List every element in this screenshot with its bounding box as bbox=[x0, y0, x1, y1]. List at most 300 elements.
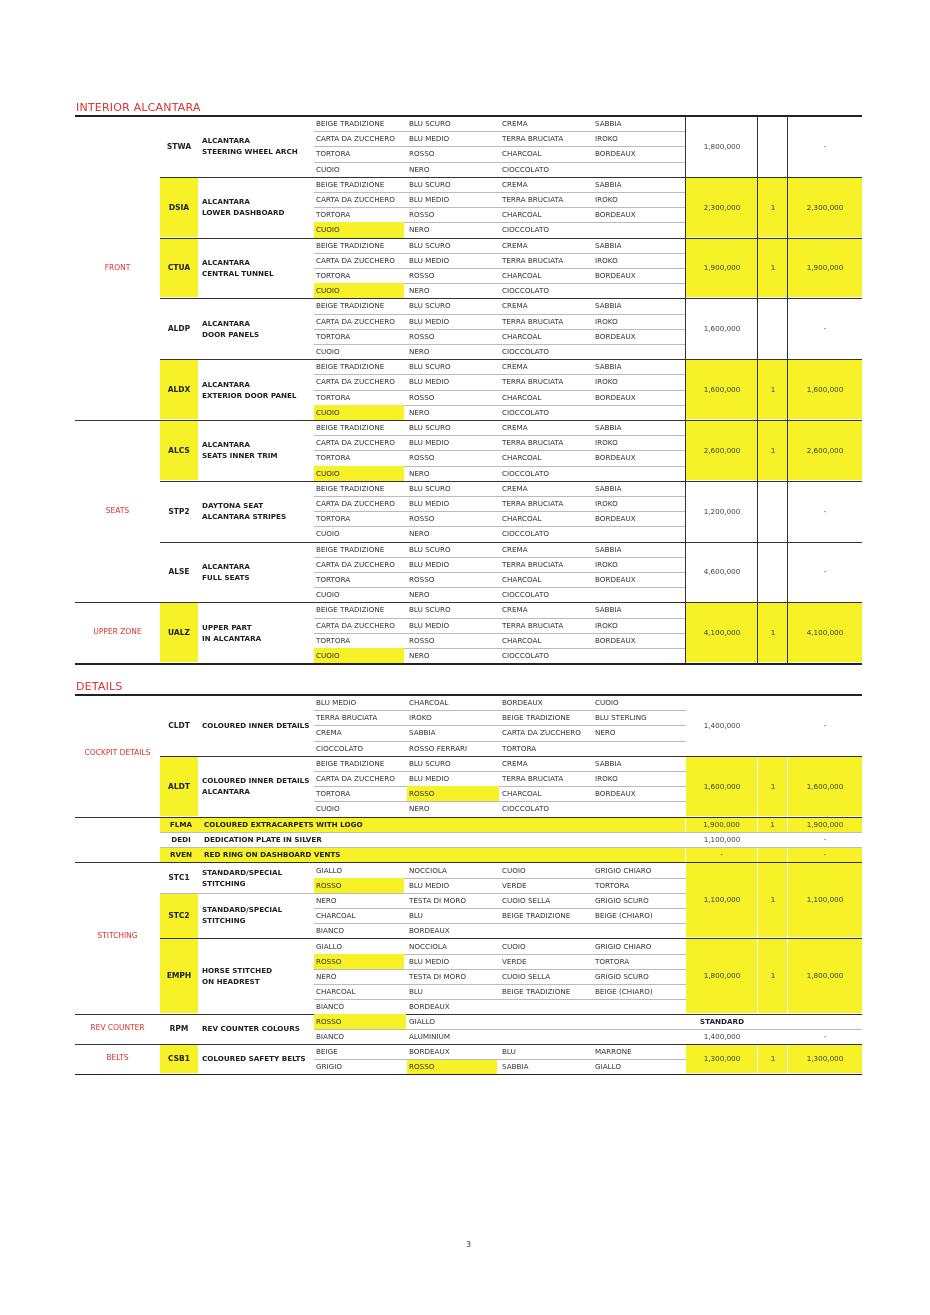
color-option: CHARCOAL bbox=[502, 575, 542, 584]
color-option: BORDEAUX bbox=[595, 392, 636, 402]
color-option: TORTORA bbox=[316, 789, 351, 799]
color-option: TERRA BRUCIATA bbox=[502, 316, 564, 326]
color-option: CUOIO bbox=[314, 283, 404, 298]
color-option: NERO bbox=[409, 407, 430, 417]
color-option: CARTA DA ZUCCHERO bbox=[316, 255, 395, 265]
desc-line: EXTERIOR DOOR PANEL bbox=[202, 390, 297, 400]
color-option: GRIGIO bbox=[316, 1061, 343, 1071]
color-option: BEIGE TRADIZIONE bbox=[502, 987, 571, 997]
option-description: RED RING ON DASHBOARD VENTS bbox=[204, 849, 341, 859]
desc-line: LOWER DASHBOARD bbox=[202, 208, 285, 218]
color-option: NERO bbox=[409, 225, 430, 235]
desc-line: IN ALCANTARA bbox=[202, 633, 262, 643]
color-option: SABBIA bbox=[595, 240, 622, 250]
group-label: REV COUNTER bbox=[90, 1022, 145, 1032]
color-option: BORDEAUX bbox=[595, 635, 636, 645]
color-option: CIOCCOLATO bbox=[502, 590, 550, 600]
color-option: CARTA DA ZUCCHERO bbox=[316, 195, 395, 204]
option-description bbox=[202, 1014, 312, 1044]
color-option: BEIGE bbox=[316, 1046, 338, 1056]
option-code: FLMA bbox=[169, 819, 193, 829]
color-option: ROSSO bbox=[314, 878, 404, 893]
color-option: TORTORA bbox=[316, 575, 351, 584]
rule bbox=[314, 1059, 686, 1060]
color-option: CREMA bbox=[316, 728, 342, 738]
color-option: NERO bbox=[409, 468, 430, 478]
color-option: CIOCCOLATO bbox=[502, 529, 550, 539]
color-option: GIALLO bbox=[595, 1061, 622, 1071]
color-option: BORDEAUX bbox=[409, 1046, 450, 1056]
color-option: CUOIO SELLA bbox=[502, 972, 551, 981]
color-option: TERRA BRUCIATA bbox=[502, 559, 564, 569]
color-option: TERRA BRUCIATA bbox=[502, 255, 564, 265]
price: 1,900,000 bbox=[806, 820, 844, 830]
price: 1,300,000 bbox=[703, 1054, 741, 1064]
total: 1,300,000 bbox=[806, 1054, 844, 1064]
color-option: IROKO bbox=[595, 620, 618, 630]
section-title: INTERIOR ALCANTARA bbox=[76, 101, 201, 114]
quantity: 1 bbox=[770, 445, 776, 455]
color-option: CIOCCOLATO bbox=[502, 407, 550, 417]
color-option: CUOIO bbox=[502, 941, 526, 951]
color-option: ROSSO bbox=[409, 210, 435, 220]
color-option: BLU SCURO bbox=[409, 179, 451, 189]
total: 2,300,000 bbox=[806, 202, 844, 212]
color-option: TERRA BRUCIATA bbox=[502, 620, 564, 630]
rule bbox=[75, 420, 160, 421]
color-option: ROSSO bbox=[409, 331, 435, 341]
color-option: CUOIO bbox=[316, 804, 340, 814]
desc-line: STITCHING bbox=[202, 916, 246, 926]
quantity: 1 bbox=[770, 385, 776, 395]
color-option: IROKO bbox=[595, 134, 618, 144]
rule bbox=[685, 116, 686, 663]
price: 4,600,000 bbox=[703, 567, 741, 577]
color-option: BEIGE TRADIZIONE bbox=[316, 605, 385, 615]
option-code: RPM bbox=[169, 1024, 189, 1034]
option-description bbox=[202, 359, 310, 420]
group-label: STITCHING bbox=[97, 930, 138, 940]
color-option: GRIGIO SCURO bbox=[595, 896, 649, 905]
color-option: BLU SCURO bbox=[409, 758, 451, 768]
color-option: NERO bbox=[409, 164, 430, 174]
color-option: BLU SCURO bbox=[409, 544, 451, 554]
color-option: CHARCOAL bbox=[502, 331, 542, 341]
color-option: CUOIO bbox=[314, 405, 404, 420]
color-option: BEIGE TRADIZIONE bbox=[502, 713, 571, 723]
option-code: CLDT bbox=[168, 720, 190, 730]
color-option: TERRA BRUCIATA bbox=[316, 713, 378, 723]
color-option: SABBIA bbox=[595, 483, 622, 493]
color-option: BLU MEDIO bbox=[409, 880, 450, 890]
desc-line: CENTRAL TUNNEL bbox=[202, 268, 274, 278]
total: 1,800,000 bbox=[806, 971, 844, 981]
color-option: NERO bbox=[409, 347, 430, 356]
color-option: BLU SCURO bbox=[409, 362, 451, 372]
color-option: MARRONE bbox=[595, 1046, 632, 1056]
color-option: BEIGE TRADIZIONE bbox=[316, 423, 385, 432]
desc-line: COLOURED INNER DETAILS bbox=[202, 720, 310, 730]
color-option: CHARCOAL bbox=[502, 514, 542, 524]
color-option: CARTA DA ZUCCHERO bbox=[502, 728, 581, 738]
quantity: 1 bbox=[770, 628, 776, 638]
color-option: CREMA bbox=[502, 483, 528, 493]
color-option: BLU MEDIO bbox=[409, 377, 450, 387]
color-option: CHARCOAL bbox=[502, 271, 542, 280]
color-option: BORDEAUX bbox=[595, 331, 636, 341]
color-option: IROKO bbox=[595, 377, 618, 387]
option-code: UALZ bbox=[160, 603, 198, 662]
color-option: IROKO bbox=[595, 559, 618, 569]
color-option: TORTORA bbox=[502, 743, 537, 753]
option-code: EMPH bbox=[160, 939, 198, 1013]
color-option: BLU MEDIO bbox=[316, 698, 357, 707]
color-option: TERRA BRUCIATA bbox=[502, 134, 564, 144]
option-code: ALDX bbox=[160, 360, 198, 419]
desc-line: ALCANTARA bbox=[202, 318, 250, 328]
color-option: NERO bbox=[409, 286, 430, 296]
color-option: CIOCCOLATO bbox=[502, 286, 550, 296]
option-code: CTUA bbox=[160, 239, 198, 298]
color-option: BORDEAUX bbox=[595, 210, 636, 220]
color-option: TORTORA bbox=[595, 880, 630, 890]
total: - bbox=[823, 1031, 827, 1041]
quantity: 1 bbox=[770, 895, 776, 905]
color-option: CUOIO bbox=[502, 865, 526, 875]
color-option: TESTA DI MORO bbox=[409, 896, 466, 905]
color-option: BLU MEDIO bbox=[409, 134, 450, 144]
total: - bbox=[823, 835, 827, 845]
color-option: ROSSO bbox=[407, 1059, 497, 1074]
desc-line: FULL SEATS bbox=[202, 572, 250, 582]
color-option: IROKO bbox=[595, 499, 618, 508]
color-option: CHARCOAL bbox=[502, 392, 542, 402]
color-option: GIALLO bbox=[316, 941, 343, 951]
color-option: TORTORA bbox=[595, 956, 630, 966]
desc-line: ALCANTARA STRIPES bbox=[202, 512, 287, 522]
option-description bbox=[202, 1044, 312, 1074]
color-option: ROSSO bbox=[409, 149, 435, 159]
desc-line: UPPER PART bbox=[202, 622, 252, 632]
color-option: TERRA BRUCIATA bbox=[502, 499, 564, 508]
color-option: BLU SCURO bbox=[409, 605, 451, 615]
price: - bbox=[720, 850, 723, 860]
color-option: BEIGE (CHIARO) bbox=[595, 987, 653, 997]
color-option: BORDEAUX bbox=[409, 1002, 450, 1012]
option-description bbox=[202, 481, 310, 542]
option-code: RVEN bbox=[169, 849, 193, 859]
color-option: BEIGE TRADIZIONE bbox=[316, 240, 385, 250]
color-option: CHARCOAL bbox=[502, 789, 542, 799]
desc-line: ALCANTARA bbox=[202, 136, 250, 146]
option-description bbox=[202, 116, 310, 177]
color-option: VERDE bbox=[502, 956, 527, 966]
color-option: SABBIA bbox=[409, 728, 436, 738]
color-option: TESTA DI MORO bbox=[409, 972, 466, 981]
color-option: SABBIA bbox=[595, 544, 622, 554]
color-option: TORTORA bbox=[316, 453, 351, 463]
desc-line: DAYTONA SEAT bbox=[202, 501, 264, 511]
color-option: TORTORA bbox=[316, 392, 351, 402]
color-option: TERRA BRUCIATA bbox=[502, 774, 564, 783]
color-option: TORTORA bbox=[316, 635, 351, 645]
color-option: GIALLO bbox=[409, 1016, 436, 1026]
color-option: NERO bbox=[595, 728, 616, 738]
option-description bbox=[202, 298, 310, 359]
color-option: CUOIO bbox=[316, 590, 340, 600]
option-code: STWA bbox=[166, 141, 192, 151]
color-option: CARTA DA ZUCCHERO bbox=[316, 774, 395, 783]
total: - bbox=[823, 141, 827, 151]
price: 1,600,000 bbox=[703, 781, 741, 791]
color-option: BLU SCURO bbox=[409, 423, 451, 432]
color-option: GRIGIO CHIARO bbox=[595, 941, 652, 951]
group-label: BELTS bbox=[106, 1052, 129, 1062]
option-description bbox=[202, 893, 312, 938]
color-option: TORTORA bbox=[316, 149, 351, 159]
total: 2,600,000 bbox=[806, 445, 844, 455]
option-description bbox=[202, 939, 312, 1013]
color-option: ROSSO bbox=[409, 635, 435, 645]
color-option: CREMA bbox=[502, 758, 528, 768]
desc-line: ALCANTARA bbox=[202, 440, 250, 450]
color-option: CHARCOAL bbox=[502, 635, 542, 645]
price: 1,600,000 bbox=[703, 324, 741, 334]
color-option: BORDEAUX bbox=[595, 149, 636, 159]
color-option: TORTORA bbox=[316, 271, 351, 280]
color-option: ROSSO bbox=[314, 954, 404, 969]
option-description bbox=[202, 238, 310, 299]
option-code: CSB1 bbox=[160, 1045, 198, 1073]
page-number: 3 bbox=[466, 1240, 472, 1249]
color-option: SABBIA bbox=[595, 423, 622, 432]
color-option: CUOIO bbox=[316, 164, 340, 174]
desc-line: ALCANTARA bbox=[202, 197, 250, 207]
option-description bbox=[202, 542, 310, 603]
color-option: GRIGIO CHIARO bbox=[595, 865, 652, 875]
color-option: ROSSO bbox=[409, 392, 435, 402]
option-description bbox=[202, 695, 312, 756]
color-option: BORDEAUX bbox=[595, 271, 636, 280]
group-label: UPPER ZONE bbox=[93, 627, 142, 637]
color-option: CARTA DA ZUCCHERO bbox=[316, 377, 395, 387]
color-option: CIOCCOLATO bbox=[502, 164, 550, 174]
color-option: BLU bbox=[409, 911, 423, 921]
color-option: BEIGE (CHIARO) bbox=[595, 911, 653, 921]
color-option: CREMA bbox=[502, 605, 528, 615]
color-option: BLU MEDIO bbox=[409, 499, 450, 508]
color-option: GRIGIO SCURO bbox=[595, 972, 649, 981]
option-code: ALDP bbox=[167, 324, 191, 334]
color-option: BLU MEDIO bbox=[409, 956, 450, 966]
color-option: BORDEAUX bbox=[595, 575, 636, 584]
rule bbox=[75, 663, 862, 665]
total: 1,600,000 bbox=[806, 781, 844, 791]
color-option: CHARCOAL bbox=[409, 698, 449, 707]
price: 1,800,000 bbox=[703, 971, 741, 981]
color-option: BEIGE TRADIZIONE bbox=[316, 179, 385, 189]
color-option: BLU MEDIO bbox=[409, 774, 450, 783]
total: 4,100,000 bbox=[806, 628, 844, 638]
option-description: COLOURED EXTRACARPETS WITH LOGO bbox=[204, 819, 363, 829]
color-option: CHARCOAL bbox=[502, 210, 542, 220]
color-option: CIOCCOLATO bbox=[502, 225, 550, 235]
price: 1,400,000 bbox=[703, 1031, 741, 1041]
desc-line: ALCANTARA bbox=[202, 379, 250, 389]
desc-line: DOOR PANELS bbox=[202, 329, 260, 339]
color-option: BLU bbox=[502, 1046, 516, 1056]
rule bbox=[75, 1074, 862, 1076]
color-option: BEIGE TRADIZIONE bbox=[316, 758, 385, 768]
color-option: BLU STERLING bbox=[595, 713, 647, 723]
price: 2,300,000 bbox=[703, 202, 741, 212]
color-option: TORTORA bbox=[316, 210, 351, 220]
color-option: CARTA DA ZUCCHERO bbox=[316, 499, 395, 508]
total: 1,900,000 bbox=[806, 263, 844, 273]
total: - bbox=[823, 324, 827, 334]
rule bbox=[757, 116, 758, 663]
color-option: TORTORA bbox=[316, 514, 351, 524]
option-description bbox=[202, 177, 310, 238]
color-option: BLU MEDIO bbox=[409, 620, 450, 630]
color-option: BIANCO bbox=[316, 926, 345, 936]
color-option: TERRA BRUCIATA bbox=[502, 195, 564, 204]
color-option: CHARCOAL bbox=[316, 911, 356, 921]
color-option: BIANCO bbox=[316, 1002, 345, 1012]
color-option: ROSSO bbox=[409, 453, 435, 463]
color-option: ROSSO FERRARI bbox=[409, 743, 468, 753]
color-option: BLU bbox=[409, 987, 423, 997]
option-code: ALDT bbox=[160, 757, 198, 816]
color-option: ALUMINIUM bbox=[409, 1031, 451, 1041]
color-option: CREMA bbox=[502, 362, 528, 372]
option-code: ALCS bbox=[160, 421, 198, 480]
quantity: 1 bbox=[770, 202, 776, 212]
color-option: BLU MEDIO bbox=[409, 316, 450, 326]
color-option: BEIGE TRADIZIONE bbox=[316, 362, 385, 372]
color-option: SABBIA bbox=[595, 605, 622, 615]
desc-line: STANDARD/SPECIAL bbox=[202, 905, 283, 915]
color-option: BIANCO bbox=[316, 1031, 345, 1041]
color-option: BEIGE TRADIZIONE bbox=[316, 544, 385, 554]
option-description bbox=[202, 420, 310, 481]
option-code: DSIA bbox=[160, 178, 198, 237]
color-option: ROSSO bbox=[407, 786, 499, 801]
color-option: CUOIO bbox=[316, 529, 340, 539]
color-option: BORDEAUX bbox=[409, 926, 450, 936]
color-option: CHARCOAL bbox=[502, 453, 542, 463]
desc-line: STITCHING bbox=[202, 878, 246, 888]
color-option: CUOIO bbox=[314, 222, 404, 237]
color-option: SABBIA bbox=[595, 179, 622, 189]
color-option: ROSSO bbox=[409, 514, 435, 524]
price: 1 bbox=[770, 820, 775, 830]
price: 1,900,000 bbox=[703, 263, 741, 273]
price: 1,100,000 bbox=[703, 895, 741, 905]
color-option: CHARCOAL bbox=[316, 987, 356, 997]
color-option: CUOIO bbox=[314, 648, 404, 663]
option-description bbox=[202, 756, 312, 817]
quantity: 1 bbox=[770, 781, 776, 791]
option-code: STP2 bbox=[168, 506, 190, 516]
color-option: CREMA bbox=[502, 240, 528, 250]
rule bbox=[314, 1029, 862, 1030]
desc-line: ALCANTARA bbox=[202, 561, 250, 571]
color-option: ROSSO bbox=[409, 271, 435, 280]
option-code: DEDI bbox=[171, 834, 191, 844]
color-option: BLU MEDIO bbox=[409, 559, 450, 569]
color-option: TORTORA bbox=[316, 331, 351, 341]
option-row bbox=[160, 818, 685, 832]
desc-line: HORSE STITCHED bbox=[202, 965, 273, 975]
color-option: SABBIA bbox=[595, 362, 622, 372]
desc-line: COLOURED SAFETY BELTS bbox=[202, 1054, 306, 1064]
color-option: CREMA bbox=[502, 179, 528, 189]
quantity: 1 bbox=[770, 263, 776, 273]
color-option: CUOIO bbox=[316, 347, 340, 356]
color-option: CARTA DA ZUCCHERO bbox=[316, 134, 395, 144]
desc-line: ON HEADREST bbox=[202, 976, 260, 986]
color-option: CUOIO bbox=[595, 698, 619, 707]
option-description bbox=[202, 602, 310, 663]
color-option: NERO bbox=[409, 651, 430, 660]
price: 1,100,000 bbox=[703, 835, 741, 845]
color-option: CIOCCOLATO bbox=[316, 743, 364, 753]
color-option: GIALLO bbox=[316, 865, 343, 875]
price: 1,900,000 bbox=[703, 820, 740, 830]
desc-line: REV COUNTER COLOURS bbox=[202, 1024, 300, 1034]
color-option: TERRA BRUCIATA bbox=[502, 377, 564, 387]
color-option: SABBIA bbox=[595, 301, 622, 311]
color-option: VERDE bbox=[502, 880, 527, 890]
color-option: NOCCIOLA bbox=[409, 865, 447, 875]
option-code: STC1 bbox=[168, 873, 190, 883]
standard-label: STANDARD bbox=[699, 1016, 745, 1026]
color-option: BLU SCURO bbox=[409, 483, 451, 493]
price: 1,800,000 bbox=[703, 141, 741, 151]
quantity: 1 bbox=[770, 971, 776, 981]
price: 2,600,000 bbox=[703, 445, 741, 455]
color-option: CREMA bbox=[502, 301, 528, 311]
desc-line: STEERING WHEEL ARCH bbox=[202, 147, 298, 157]
color-option: CREMA bbox=[502, 544, 528, 554]
desc-line: COLOURED INNER DETAILS bbox=[202, 776, 310, 786]
color-option: BORDEAUX bbox=[595, 789, 636, 799]
color-option: SABBIA bbox=[595, 119, 622, 128]
color-option: BEIGE TRADIZIONE bbox=[502, 911, 571, 921]
color-option: BORDEAUX bbox=[502, 698, 543, 707]
color-option: NERO bbox=[316, 972, 337, 981]
color-option: NERO bbox=[409, 804, 430, 814]
option-row bbox=[160, 833, 686, 847]
quantity: 1 bbox=[770, 1054, 776, 1064]
color-option: ROSSO bbox=[314, 1014, 406, 1029]
color-option: SABBIA bbox=[595, 758, 622, 768]
desc-line: ALCANTARA bbox=[202, 257, 250, 267]
group-label: FRONT bbox=[104, 262, 131, 272]
color-option: CHARCOAL bbox=[502, 149, 542, 159]
color-option: CIOCCOLATO bbox=[502, 347, 550, 356]
color-option: IROKO bbox=[595, 195, 618, 204]
highlight-box bbox=[758, 848, 787, 862]
total: 1,100,000 bbox=[806, 895, 844, 905]
price: 1,200,000 bbox=[703, 506, 741, 516]
total: 1,600,000 bbox=[806, 385, 844, 395]
color-option: BEIGE TRADIZIONE bbox=[316, 483, 385, 493]
total: - bbox=[823, 506, 827, 516]
color-option: BLU MEDIO bbox=[409, 255, 450, 265]
color-option: CIOCCOLATO bbox=[502, 804, 550, 814]
